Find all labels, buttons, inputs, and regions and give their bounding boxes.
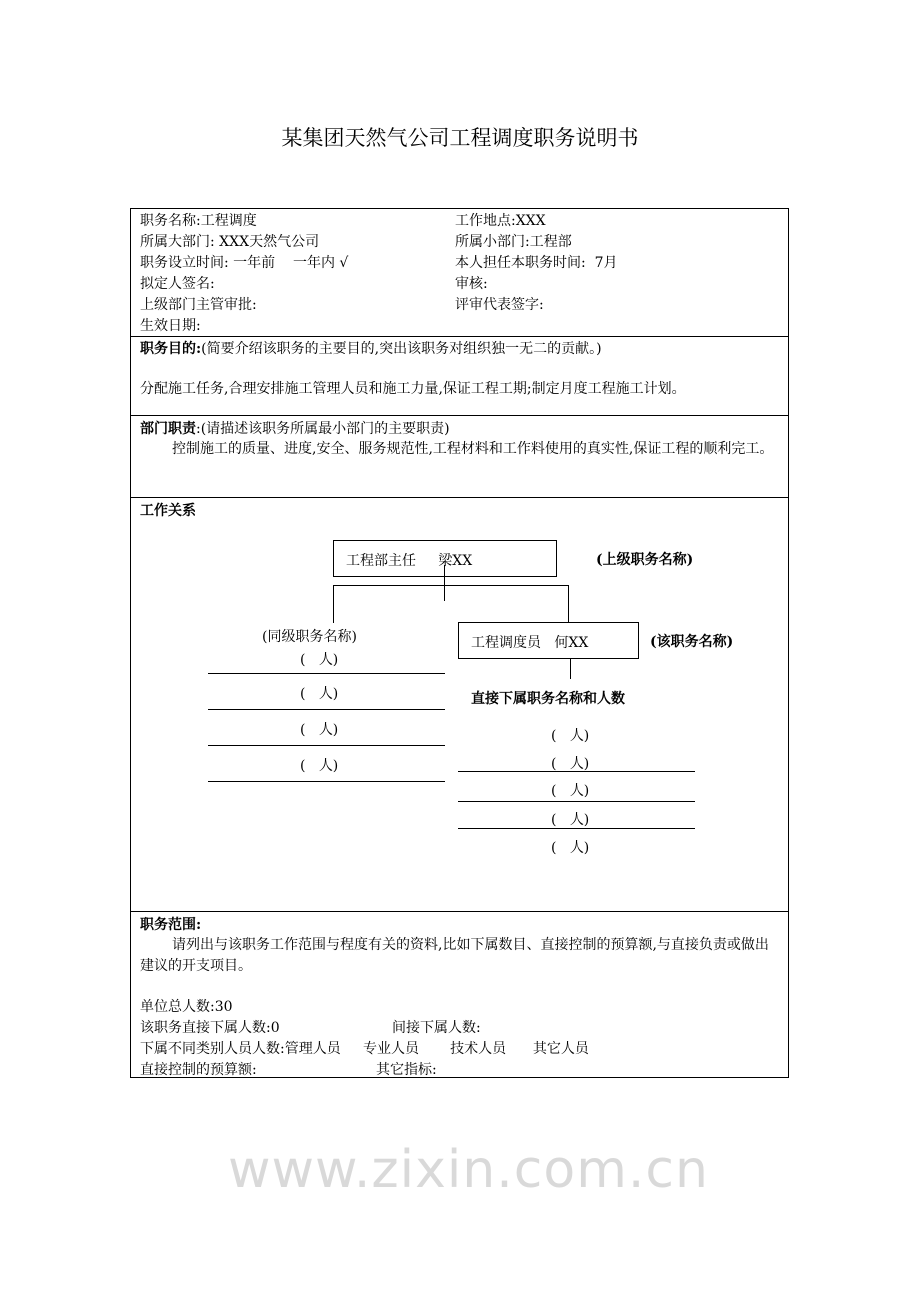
self-note: (该职务名称) xyxy=(650,634,734,650)
dept-duty-text: 控制施工的质量、进度,安全、服务规范性,工程材料和工作料使用的真实性,保证工程的顺利完工。 xyxy=(172,441,774,457)
subordinate-types: 下属不同类别人员人数:管理人员 专业人员 技术人员 其它人员 xyxy=(140,1041,589,1057)
sub-department: 所属小部门:工程部 xyxy=(455,234,572,250)
department: 所属大部门: XXX天然气公司 xyxy=(140,234,320,250)
peer-count: ( 人) xyxy=(300,758,339,774)
divider xyxy=(130,336,789,337)
line xyxy=(208,709,445,710)
job-name: 职务名称:工程调度 xyxy=(140,213,257,229)
reviewer-signature: 评审代表签字: xyxy=(455,297,544,313)
established-time: 职务设立时间: 一年前 一年内 √ xyxy=(140,255,349,271)
tenure: 本人担任本职务时间: 7月 xyxy=(455,255,618,271)
purpose-text: 分配施工任务,合理安排施工管理人员和施工力量,保证工程工期;制定月度工程施工计划。 xyxy=(140,381,686,397)
peer-count: ( 人) xyxy=(300,722,339,738)
budget: 直接控制的预算额: xyxy=(140,1062,257,1078)
line xyxy=(208,673,445,674)
purpose-hint: (简要介绍该职务的主要目的,突出该职务对组织独一无二的贡献。) xyxy=(201,341,602,357)
connector xyxy=(568,585,569,622)
total-headcount: 单位总人数:30 xyxy=(140,999,233,1015)
subordinate-count: ( 人) xyxy=(551,812,590,828)
scope-text: 请列出与该职务工作范围与程度有关的资料,比如下属数目、直接控制的预算额,与直接负责或做出建议的开支项目。 xyxy=(140,937,769,974)
connector xyxy=(333,585,334,623)
drafter-signature: 拟定人签名: xyxy=(140,276,215,292)
subordinate-count: ( 人) xyxy=(551,783,590,799)
dept-duty-label: 部门职责 xyxy=(140,421,196,437)
document-title: 某集团天然气公司工程调度职务说明书 xyxy=(281,126,639,150)
effective-date: 生效日期: xyxy=(140,318,201,334)
superior-note: (上级职务名称) xyxy=(596,552,694,568)
scope-label: 职务范围: xyxy=(140,917,202,933)
line xyxy=(458,771,695,772)
peer-count: ( 人) xyxy=(300,652,339,668)
dept-duty-hint: :(请描述该职务所属最小部门的主要职责) xyxy=(196,421,450,437)
peer-note: (同级职务名称) xyxy=(262,629,357,645)
line xyxy=(208,781,445,782)
relations-label: 工作关系 xyxy=(140,503,196,519)
self-position: 工程调度员 何XX xyxy=(471,635,589,651)
subordinate-count: ( 人) xyxy=(551,756,590,772)
direct-subordinates: 该职务直接下属人数:0 xyxy=(140,1020,280,1036)
connector xyxy=(570,659,571,679)
superior-position: 工程部主任 梁XX xyxy=(346,553,473,569)
other-indicators: 其它指标: xyxy=(376,1062,437,1078)
divider xyxy=(130,911,789,912)
divider xyxy=(130,497,789,498)
subordinate-count: ( 人) xyxy=(551,728,590,744)
watermark: www.zixin.com.cn xyxy=(228,1140,709,1200)
review: 审核: xyxy=(455,276,488,292)
connector xyxy=(444,565,445,601)
line xyxy=(458,801,695,802)
subordinate-heading: 直接下属职务名称和人数 xyxy=(471,691,625,707)
line xyxy=(458,828,695,829)
subordinate-count: ( 人) xyxy=(551,840,590,856)
supervisor-approval: 上级部门主管审批: xyxy=(140,297,257,313)
divider xyxy=(130,415,789,416)
connector xyxy=(333,585,568,586)
work-location: 工作地点:XXX xyxy=(455,213,546,229)
purpose-label: 职务目的: xyxy=(140,341,202,357)
peer-count: ( 人) xyxy=(300,686,339,702)
line xyxy=(208,745,445,746)
indirect-subordinates: 间接下属人数: xyxy=(392,1020,481,1036)
